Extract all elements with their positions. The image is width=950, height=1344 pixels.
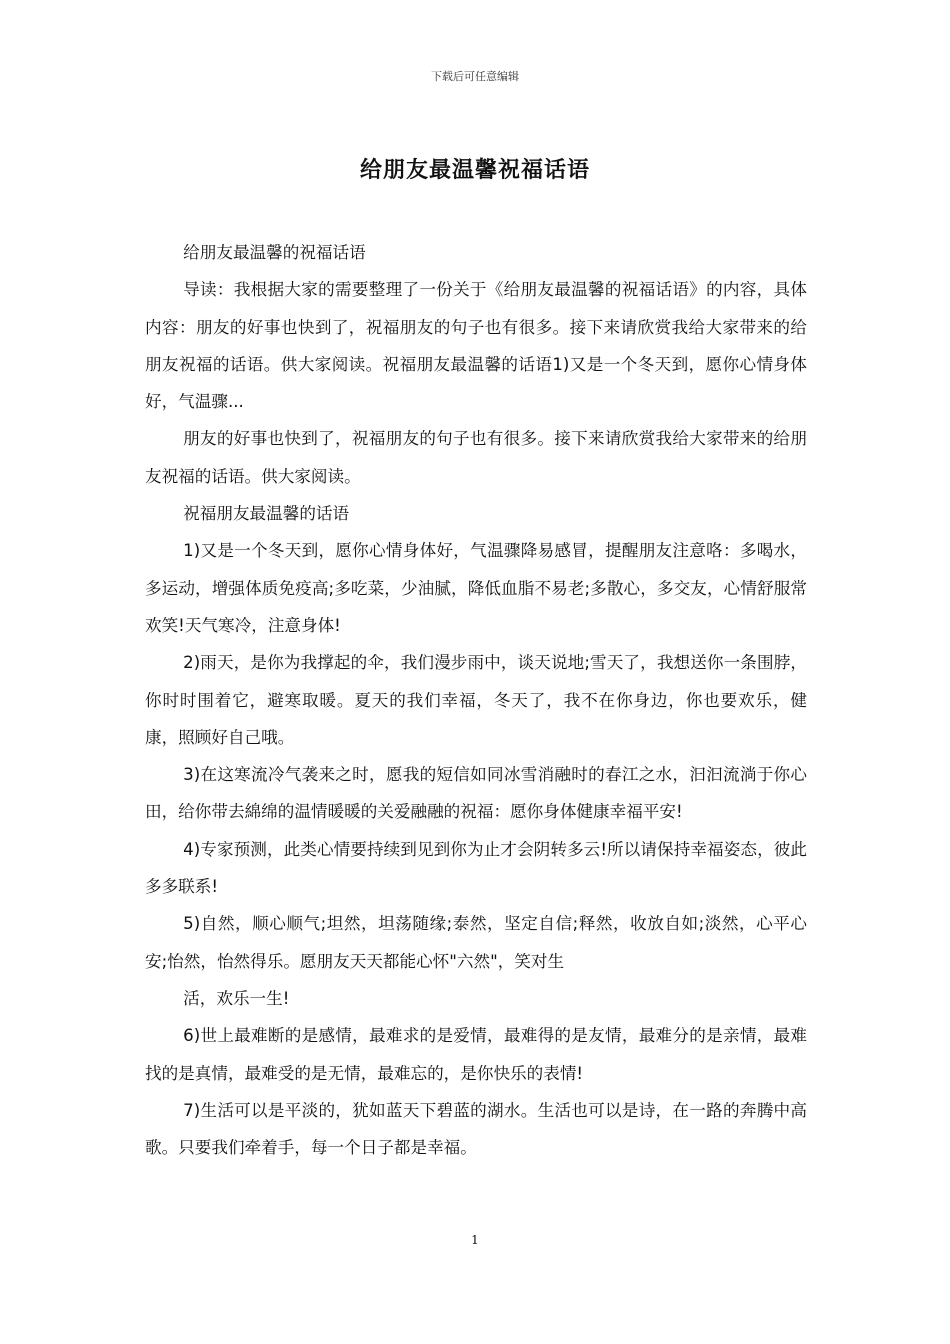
- page-number: 1: [471, 1233, 479, 1247]
- wish-item-6: 6)世上最难断的是感情，最难求的是爱情，最难得的是友情，最难分的是亲情，最难找的是真情，最难受的是无情，最难忘的，是你快乐的表情!: [145, 1026, 807, 1083]
- document-title: 给朋友最温馨祝福话语: [359, 158, 590, 183]
- wish-item-5: 5)自然，顺心顺气;坦然，坦荡随缘;泰然，坚定自信;释然，收放自如;淡然，心平心安;怡然，怡然得乐。愿朋友天天都能心怀"六然"，笑对生: [145, 914, 807, 971]
- wish-item-7: 7)生活可以是平淡的，犹如蓝天下碧蓝的湖水。生活也可以是诗，在一路的奔腾中高歌。只要我们牵着手，每一个日子都是幸福。: [145, 1100, 807, 1158]
- wish-item-4: 4)专家预测，此类心情要持续到见到你为止才会阴转多云!所以请保持幸福姿态，彼此多多联系!: [145, 839, 807, 897]
- header-note: 下载后可任意编辑: [431, 70, 519, 83]
- wish-item-1: 1)又是一个冬天到，愿你心情身体好，气温骤降易感冒，提醒朋友注意咯：多喝水，多运动，增强体质免疫高;多吃菜，少油腻，降低血脂不易老;多散心，多交友，心情舒服常欢笑!天气寒冷，注意身体!: [145, 541, 807, 635]
- document-body: [145, 234, 807, 1166]
- subtitle-paragraph: 给朋友最温馨的祝福话语: [183, 243, 366, 262]
- body-paragraph: 朋友的好事也快到了，祝福朋友的句子也有很多。接下来请欣赏我给大家带来的给朋友祝福的话语。供大家阅读。: [145, 429, 807, 486]
- section-heading: 祝福朋友最温馨的话语: [183, 504, 350, 524]
- wish-item-5-continued: 活，欢乐一生!: [183, 988, 290, 1008]
- wish-item-2: 2)雨天，是你为我撑起的伞，我们漫步雨中，谈天说地;雪天了，我想送你一条围脖，你时时围着它，避寒取暖。夏天的我们幸福，冬天了，我不在你身边，你也要欢乐，健康，照顾好自己哦。: [145, 653, 807, 747]
- wish-item-3: 3)在这寒流冷气袭来之时，愿我的短信如同冰雪消融时的春江之水，汩汩流淌于你心田，给你带去綿绵的温情暖暖的关爱融融的祝福：愿你身体健康幸福平安!: [145, 765, 807, 822]
- intro-paragraph: 导读：我根据大家的需要整理了一份关于《给朋友最温馨的祝福话语》的内容，具体内容：朋友的好事也快到了，祝福朋友的句子也有很多。接下来请欣赏我给大家带来的给朋友祝福的话语。供大家阅读。祝福朋友最温馨的话语1)又是一个冬天到，愿你心情身体好，气温骤...: [145, 280, 807, 412]
